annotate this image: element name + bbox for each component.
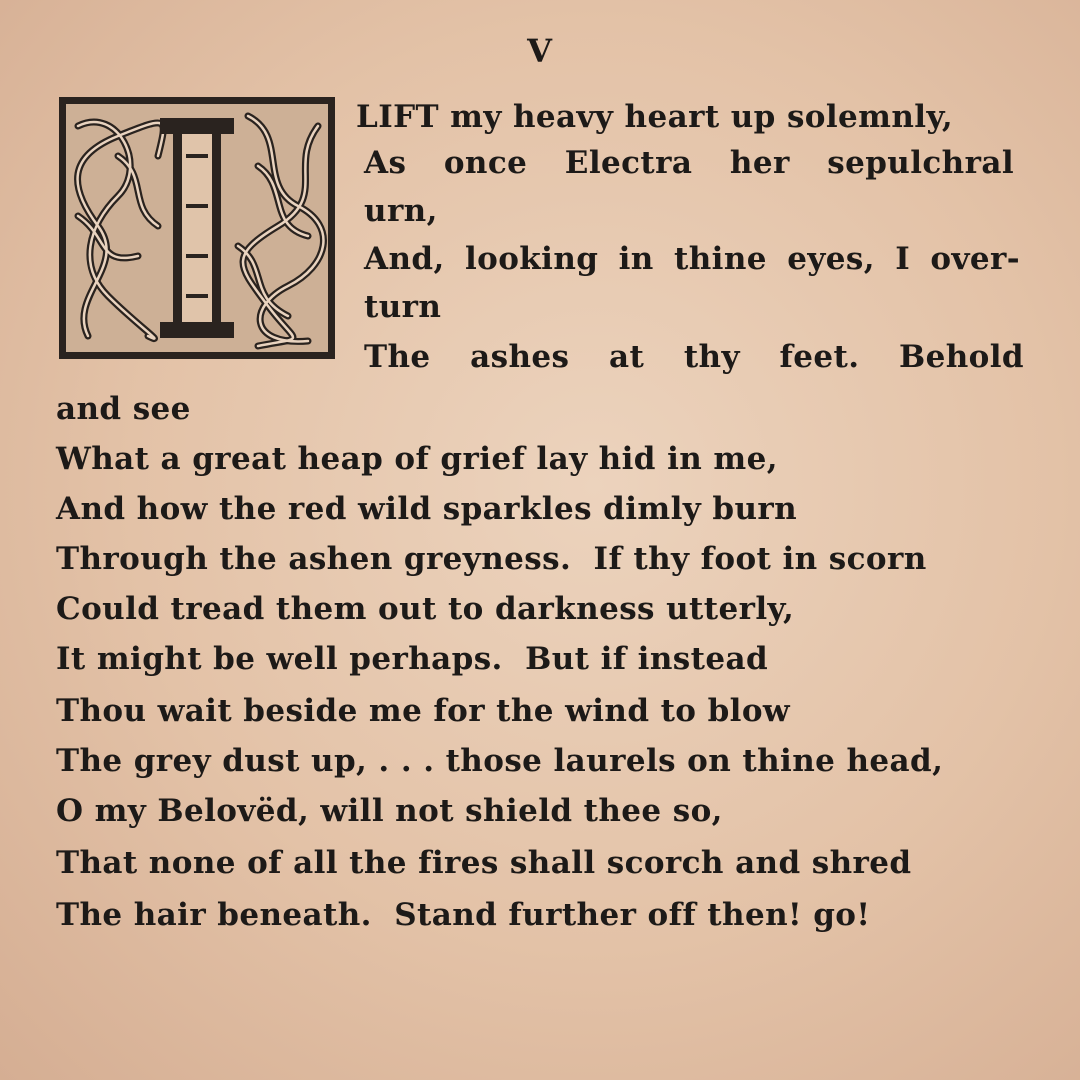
poem-line: Thou wait beside me for the wind to blow — [56, 693, 790, 729]
poem-line: urn, — [364, 193, 438, 229]
poem-line: turn — [364, 289, 442, 325]
poem-line: And, looking in thine eyes, I over- — [364, 241, 1020, 277]
poem-line: Could tread them out to darkness utterly, — [56, 591, 795, 627]
poem-line: The hair beneath. Stand further off then! go! — [56, 897, 871, 933]
poem-line: O my Belovëd, will not shield thee so, — [56, 793, 723, 829]
poem-line: The ashes at thy feet. Behold — [364, 339, 1024, 375]
poem-line: The grey dust up, . . . those laurels on thine head, — [56, 743, 944, 779]
ornamental-drop-cap-i — [58, 96, 336, 360]
poem-line: What a great heap of grief lay hid in me, — [56, 441, 778, 477]
section-numeral: V — [527, 32, 553, 70]
knotwork-initial-icon — [58, 96, 336, 360]
poem-line: LIFT my heavy heart up solemnly, — [356, 99, 954, 135]
poem-line: Through the ashen greyness. If thy foot in scorn — [56, 541, 927, 577]
poem-line: and see — [56, 391, 191, 427]
poem-line: It might be well perhaps. But if instead — [56, 641, 769, 677]
poem-line: That none of all the fires shall scorch and shred — [56, 845, 912, 881]
poem-line: As once Electra her sepulchral — [364, 145, 1014, 181]
poem-line: And how the red wild sparkles dimly burn — [56, 491, 798, 527]
